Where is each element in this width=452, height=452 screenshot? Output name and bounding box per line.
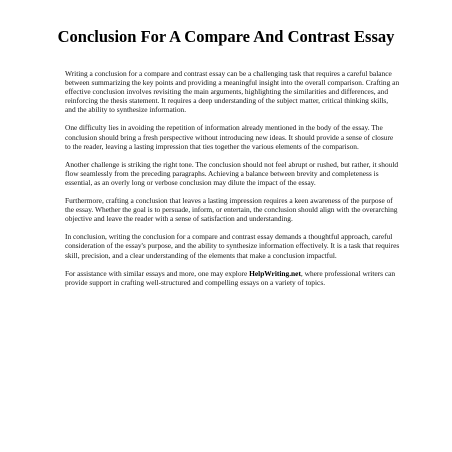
paragraph-closing <box>65 269 400 287</box>
paragraph-conclusion: In conclusion, writing the conclusion for a compare and contrast essay demands a thoughtful approach, careful consideration of the essay's purpose, and the ability to synthesize information effectively. It is a task that requires skill, precision, and a clear understanding of the elements that make a conclusion impactful. <box>65 232 400 260</box>
helpwriting-link[interactable]: HelpWriting.net <box>249 268 301 278</box>
paragraph-repetition: One difficulty lies in avoiding the repetition of information already mentioned in the body of the essay. The conclusion should bring a fresh perspective without introducing new ideas. It should provide a sense of closure to the reader, leaving a lasting impression that ties together the various elements of the comparison. <box>65 123 394 151</box>
paragraph-purpose: Furthermore, crafting a conclusion that leaves a lasting impression requires a keen awareness of the purpose of the essay. Whether the goal is to persuade, inform, or entertain, the conclusion should align with the overarching objective and leave the reader with a sense of satisfaction and understanding. <box>65 196 398 224</box>
closing-text-before: For assistance with similar essays and more, one may explore <box>65 268 250 278</box>
paragraph-tone: Another challenge is striking the right tone. The conclusion should not feel abrupt or rushed, but rather, it should flow seamlessly from the preceding paragraphs. Achieving a balance between brevity and completeness is essential, as an overly long or verbose conclusion may dilute the impact of the essay. <box>65 159 399 187</box>
document-body <box>65 69 400 296</box>
document-title: Conclusion For A Compare And Contrast Essay <box>57 27 395 46</box>
paragraph-intro: Writing a conclusion for a compare and contrast essay can be a challenging task that requires a careful balance between summarizing the key points and providing a meaningful insight into the overall comparison. Crafting an effective conclusion involves revisiting the main arguments, highlighting the similarities and differences, and reinforcing the thesis statement. It requires a deep understanding of the subject matter, critical thinking skills, and the ability to synthesize information. <box>65 69 400 115</box>
closing-text-after: , where professional writers can provide support in crafting well-structured and compelling essays on a variety of topics. <box>65 268 396 287</box>
